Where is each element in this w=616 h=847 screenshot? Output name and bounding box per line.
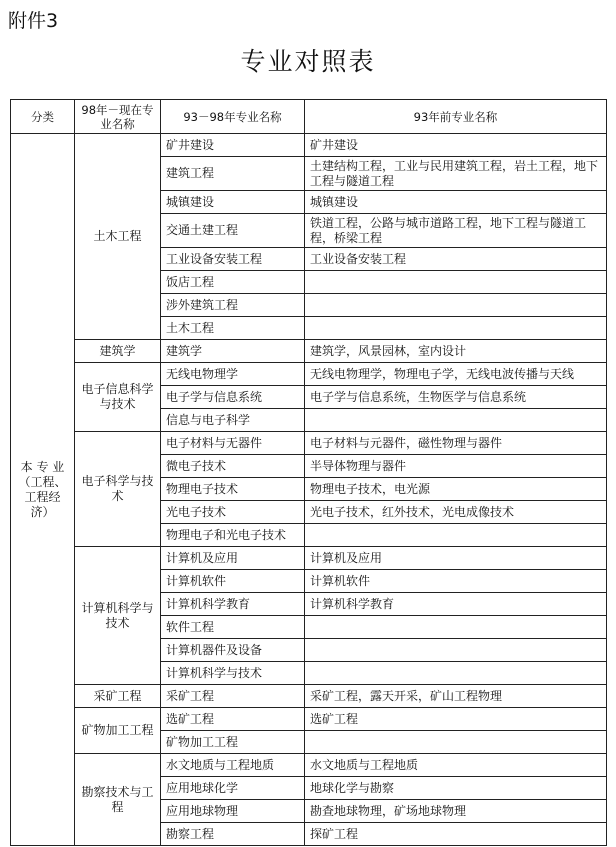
major-pre-93-cell xyxy=(305,639,607,662)
table-row xyxy=(11,708,607,731)
major-93-98-cell: 勘察工程 xyxy=(161,823,305,846)
major-93-98-cell: 采矿工程 xyxy=(161,685,305,708)
major-93-98-cell: 矿井建设 xyxy=(161,134,305,157)
major-pre-93-cell xyxy=(305,317,607,340)
major-pre-93-cell: 水文地质与工程地质 xyxy=(305,754,607,777)
major-pre-93-cell xyxy=(305,294,607,317)
column-header-current-name: 98年－现在专业名称 xyxy=(75,100,161,134)
major-pre-93-cell: 选矿工程 xyxy=(305,708,607,731)
column-header-93-98-name: 93－98年专业名称 xyxy=(161,100,305,134)
major-93-98-cell: 电子材料与无器件 xyxy=(161,432,305,455)
current-major-cell: 采矿工程 xyxy=(75,685,161,708)
major-pre-93-cell: 无线电物理学，物理电子学，无线电波传播与天线 xyxy=(305,363,607,386)
table-body xyxy=(11,134,607,846)
table-row xyxy=(11,685,607,708)
major-93-98-cell: 土木工程 xyxy=(161,317,305,340)
table-row xyxy=(11,340,607,363)
major-93-98-cell: 建筑学 xyxy=(161,340,305,363)
major-93-98-cell: 城镇建设 xyxy=(161,191,305,214)
table-row xyxy=(11,432,607,455)
major-93-98-cell: 计算机器件及设备 xyxy=(161,639,305,662)
major-pre-93-cell xyxy=(305,616,607,639)
table-header-row xyxy=(11,100,607,134)
major-pre-93-cell: 探矿工程 xyxy=(305,823,607,846)
major-93-98-cell: 计算机软件 xyxy=(161,570,305,593)
major-93-98-cell: 物理电子技术 xyxy=(161,478,305,501)
major-pre-93-cell: 工业设备安装工程 xyxy=(305,248,607,271)
current-major-cell: 矿物加工工程 xyxy=(75,708,161,754)
table-row xyxy=(11,134,607,157)
major-93-98-cell: 微电子技术 xyxy=(161,455,305,478)
current-major-cell: 勘察技术与工程 xyxy=(75,754,161,846)
current-major-cell: 计算机科学与技术 xyxy=(75,547,161,685)
major-93-98-cell: 物理电子和光电子技术 xyxy=(161,524,305,547)
page-title: 专业对照表 xyxy=(240,47,376,76)
category-cell: 本 专 业 （工程、工程经济） xyxy=(11,134,75,846)
major-pre-93-cell xyxy=(305,662,607,685)
major-pre-93-cell: 物理电子技术，电光源 xyxy=(305,478,607,501)
major-pre-93-cell: 勘查地球物理，矿场地球物理 xyxy=(305,800,607,823)
table-row xyxy=(11,363,607,386)
major-93-98-cell: 交通土建工程 xyxy=(161,214,305,248)
major-93-98-cell: 涉外建筑工程 xyxy=(161,294,305,317)
major-93-98-cell: 计算机及应用 xyxy=(161,547,305,570)
major-93-98-cell: 应用地球物理 xyxy=(161,800,305,823)
major-93-98-cell: 选矿工程 xyxy=(161,708,305,731)
major-pre-93-cell: 半导体物理与器件 xyxy=(305,455,607,478)
table-row xyxy=(11,754,607,777)
major-pre-93-cell: 土建结构工程，工业与民用建筑工程，岩土工程，地下工程与隧道工程 xyxy=(305,157,607,191)
major-93-98-cell: 软件工程 xyxy=(161,616,305,639)
current-major-cell: 电子信息科学与技术 xyxy=(75,363,161,432)
major-93-98-cell: 计算机科学与技术 xyxy=(161,662,305,685)
major-pre-93-cell: 铁道工程，公路与城市道路工程，地下工程与隧道工程，桥梁工程 xyxy=(305,214,607,248)
major-pre-93-cell: 建筑学，风景园林，室内设计 xyxy=(305,340,607,363)
current-major-cell: 土木工程 xyxy=(75,134,161,340)
major-pre-93-cell xyxy=(305,731,607,754)
column-header-pre-93-name: 93年前专业名称 xyxy=(305,100,607,134)
major-pre-93-cell: 电子学与信息系统，生物医学与信息系统 xyxy=(305,386,607,409)
major-93-98-cell: 应用地球化学 xyxy=(161,777,305,800)
major-pre-93-cell xyxy=(305,271,607,294)
major-pre-93-cell: 计算机科学教育 xyxy=(305,593,607,616)
current-major-cell: 建筑学 xyxy=(75,340,161,363)
major-93-98-cell: 建筑工程 xyxy=(161,157,305,191)
major-93-98-cell: 无线电物理学 xyxy=(161,363,305,386)
major-pre-93-cell: 计算机软件 xyxy=(305,570,607,593)
major-93-98-cell: 水文地质与工程地质 xyxy=(161,754,305,777)
major-93-98-cell: 矿物加工工程 xyxy=(161,731,305,754)
table-row xyxy=(11,547,607,570)
major-pre-93-cell: 计算机及应用 xyxy=(305,547,607,570)
major-pre-93-cell: 城镇建设 xyxy=(305,191,607,214)
major-93-98-cell: 工业设备安装工程 xyxy=(161,248,305,271)
major-pre-93-cell: 采矿工程，露天开采，矿山工程物理 xyxy=(305,685,607,708)
major-pre-93-cell: 电子材料与元器件，磁性物理与器件 xyxy=(305,432,607,455)
major-pre-93-cell: 矿井建设 xyxy=(305,134,607,157)
major-pre-93-cell: 地球化学与勘察 xyxy=(305,777,607,800)
major-pre-93-cell: 光电子技术，红外技术，光电成像技术 xyxy=(305,501,607,524)
major-pre-93-cell xyxy=(305,409,607,432)
major-93-98-cell: 计算机科学教育 xyxy=(161,593,305,616)
column-header-category: 分类 xyxy=(11,100,75,134)
attachment-label: 附件3 xyxy=(8,10,59,32)
current-major-cell: 电子科学与技术 xyxy=(75,432,161,547)
major-93-98-cell: 光电子技术 xyxy=(161,501,305,524)
major-93-98-cell: 电子学与信息系统 xyxy=(161,386,305,409)
major-table xyxy=(10,99,607,846)
major-pre-93-cell xyxy=(305,524,607,547)
major-93-98-cell: 信息与电子科学 xyxy=(161,409,305,432)
major-93-98-cell: 饭店工程 xyxy=(161,271,305,294)
